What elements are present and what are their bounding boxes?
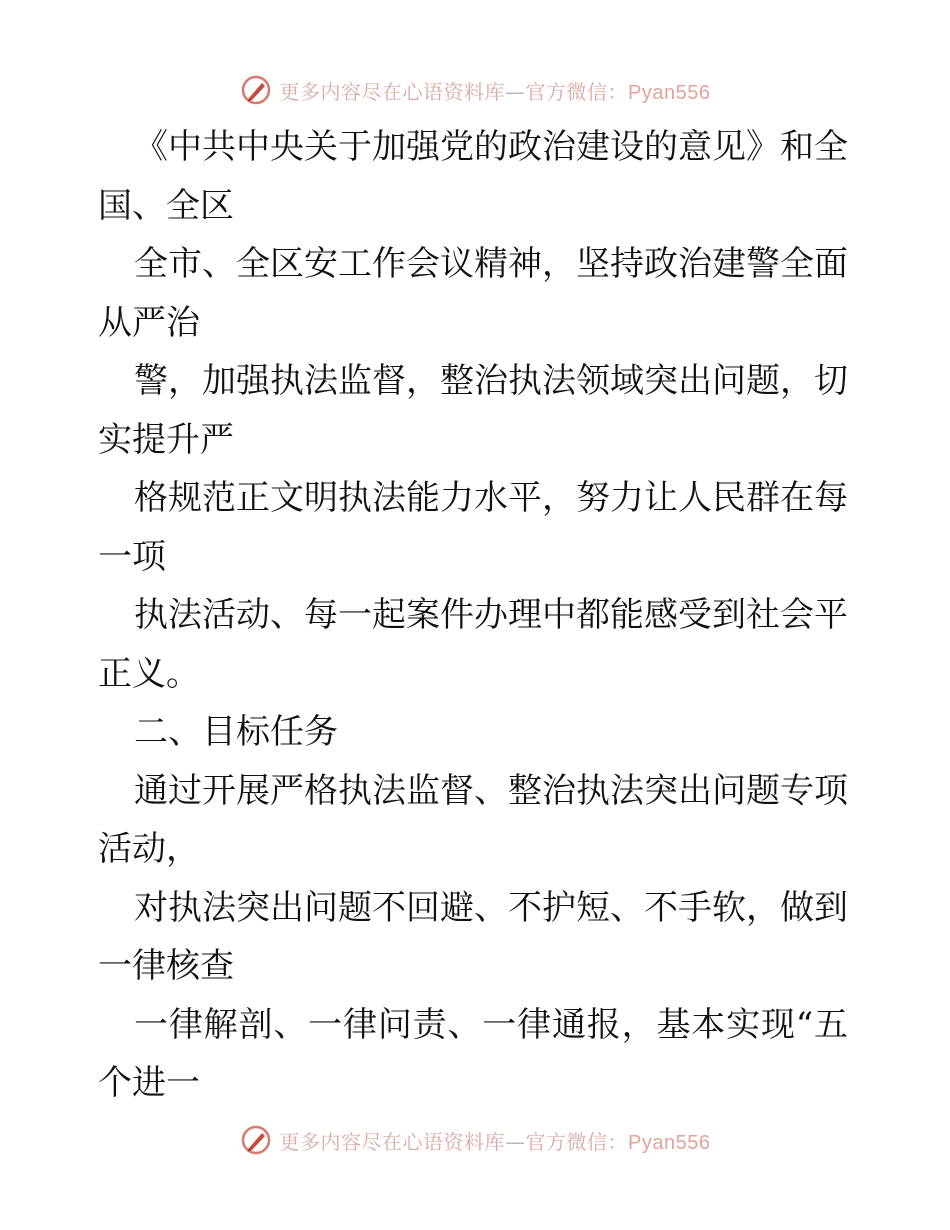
watermark-prefix: 更多内容尽在心语资料库	[279, 79, 506, 104]
text-line: 全市、全区安工作会议精神，坚持政治建警全面	[134, 244, 848, 284]
text-line: 《中共中央关于加强党的政治建设的意见》和全	[134, 127, 848, 167]
text-line: 个进一	[98, 1063, 200, 1103]
watermark-dash: —	[505, 1129, 526, 1154]
pen-logo-icon	[240, 74, 272, 106]
text-line: 一律核查	[98, 946, 234, 986]
watermark-text	[280, 1126, 711, 1155]
text-line: 活动，	[98, 829, 200, 869]
watermark-prefix: 更多内容尽在心语资料库	[279, 1129, 506, 1154]
text-line: 国、全区	[98, 185, 234, 226]
text-line: 对执法突出问题不回避、不护短、不手软，做到	[134, 887, 848, 928]
text-line: 正义。	[98, 653, 200, 694]
document-body	[98, 118, 858, 1113]
text-line: 执法活动、每一起案件办理中都能感受到社会平	[134, 595, 848, 635]
watermark-id: Pyan556	[628, 1131, 711, 1154]
text-line: 一项	[98, 536, 166, 577]
watermark-mid: 官方微信：	[525, 79, 629, 104]
text-line: 格规范正文明执法能力水平，努力让人民群在每	[134, 478, 848, 518]
watermark-dash: —	[505, 79, 526, 104]
pen-logo-icon	[240, 1124, 272, 1156]
header-watermark	[0, 70, 950, 110]
watermark-text	[280, 76, 711, 105]
watermark-mid: 官方微信：	[525, 1129, 629, 1154]
text-line: 从严治	[98, 302, 200, 343]
text-line: 警，加强执法监督，整治执法领域突出问题，切	[134, 361, 848, 401]
footer-watermark	[0, 1120, 950, 1160]
section-heading: 二、目标任务	[134, 712, 338, 752]
text-line: 实提升严	[98, 419, 234, 460]
text-line: 通过开展严格执法监督、整治执法突出问题专项	[134, 770, 848, 811]
text-line: 一律解剖、一律问责、一律通报，基本实现“五	[134, 1004, 848, 1045]
watermark-id: Pyan556	[628, 81, 711, 104]
